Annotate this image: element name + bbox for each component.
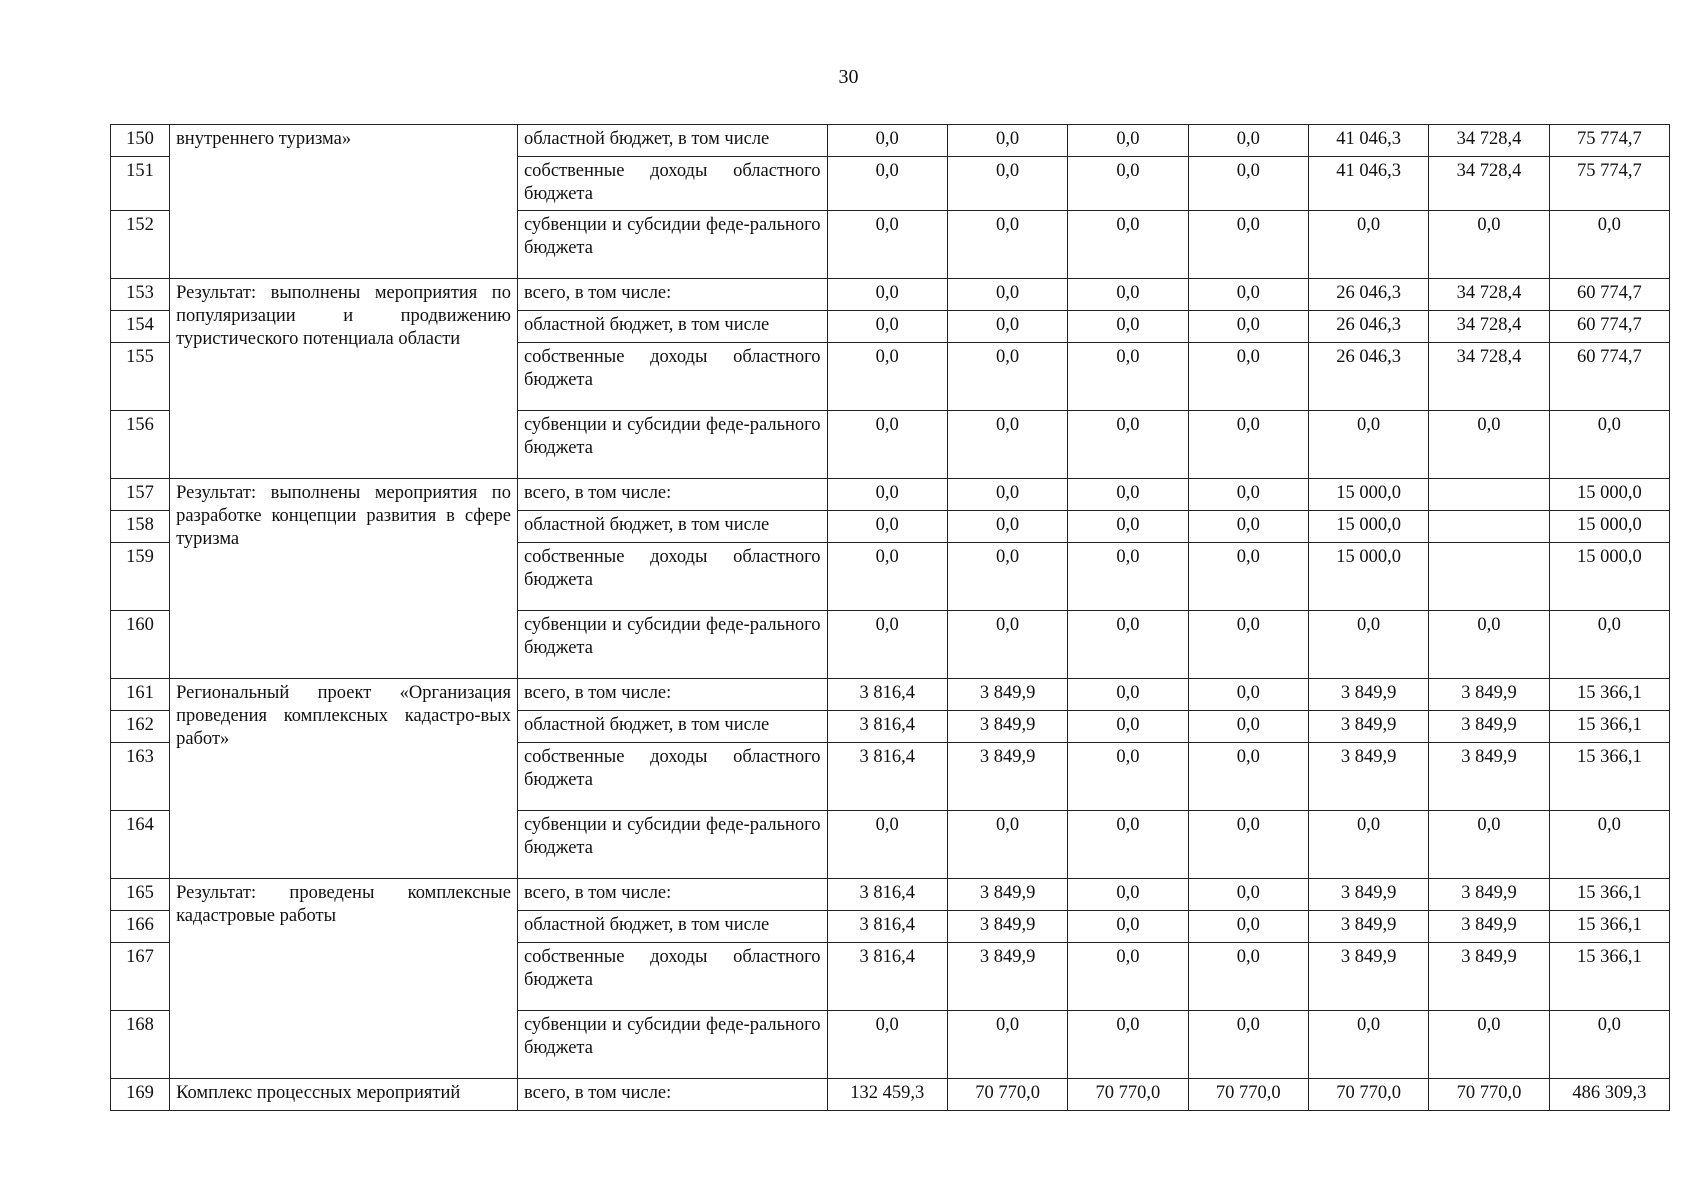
- value-cell: 3 849,9: [1429, 911, 1549, 943]
- funding-source: собственные доходы областного бюджета: [517, 343, 827, 411]
- value-cell: 0,0: [1068, 679, 1188, 711]
- total-cell: 15 366,1: [1549, 743, 1669, 811]
- value-cell: 0,0: [947, 211, 1067, 279]
- value-cell: 0,0: [1068, 879, 1188, 911]
- table-row: [111, 879, 1670, 911]
- value-cell: 0,0: [827, 411, 947, 479]
- value-cell: 3 816,4: [827, 711, 947, 743]
- total-cell: 15 366,1: [1549, 711, 1669, 743]
- value-cell: 0,0: [1188, 811, 1308, 879]
- row-number: 166: [111, 911, 170, 943]
- value-cell: 0,0: [947, 343, 1067, 411]
- row-number: 165: [111, 879, 170, 911]
- value-cell: 132 459,3: [827, 1079, 947, 1111]
- value-cell: 0,0: [1429, 1011, 1549, 1079]
- funding-source: субвенции и субсидии феде-рального бюджета: [517, 811, 827, 879]
- funding-source: субвенции и субсидии феде-рального бюджета: [517, 211, 827, 279]
- value-cell: 3 849,9: [1308, 943, 1428, 1011]
- value-cell: 0,0: [947, 279, 1067, 311]
- funding-source: областной бюджет, в том числе: [517, 511, 827, 543]
- value-cell: 0,0: [947, 611, 1067, 679]
- value-cell: 3 849,9: [947, 711, 1067, 743]
- table-row: [111, 479, 1670, 511]
- value-cell: 0,0: [1188, 943, 1308, 1011]
- value-cell: 0,0: [1429, 811, 1549, 879]
- value-cell: 70 770,0: [1188, 1079, 1308, 1111]
- value-cell: 0,0: [1068, 1011, 1188, 1079]
- value-cell: 3 849,9: [1308, 679, 1428, 711]
- value-cell: 3 849,9: [1308, 879, 1428, 911]
- funding-source: субвенции и субсидии феде-рального бюджета: [517, 1011, 827, 1079]
- row-number: 152: [111, 211, 170, 279]
- value-cell: 26 046,3: [1308, 343, 1428, 411]
- total-cell: 486 309,3: [1549, 1079, 1669, 1111]
- value-cell: 0,0: [827, 311, 947, 343]
- total-cell: 15 366,1: [1549, 879, 1669, 911]
- value-cell: 0,0: [1068, 543, 1188, 611]
- value-cell: 0,0: [1068, 811, 1188, 879]
- value-cell: 26 046,3: [1308, 279, 1428, 311]
- funding-source: собственные доходы областного бюджета: [517, 157, 827, 211]
- table-row: [111, 679, 1670, 711]
- value-cell: 0,0: [827, 1011, 947, 1079]
- value-cell: 0,0: [1188, 511, 1308, 543]
- value-cell: 0,0: [827, 611, 947, 679]
- value-cell: 0,0: [1188, 679, 1308, 711]
- value-cell: 0,0: [1068, 611, 1188, 679]
- value-cell: 0,0: [827, 279, 947, 311]
- value-cell: 34 728,4: [1429, 279, 1549, 311]
- value-cell: 3 849,9: [1429, 711, 1549, 743]
- row-number: 157: [111, 479, 170, 511]
- value-cell: 34 728,4: [1429, 311, 1549, 343]
- value-cell: 3 849,9: [947, 679, 1067, 711]
- funding-source: всего, в том числе:: [517, 479, 827, 511]
- row-number: 163: [111, 743, 170, 811]
- activity-name: внутреннего туризма»: [170, 125, 518, 279]
- value-cell: 0,0: [947, 157, 1067, 211]
- page-number: 30: [838, 66, 859, 88]
- value-cell: 0,0: [1188, 311, 1308, 343]
- activity-name: Комплекс процессных мероприятий: [170, 1079, 518, 1111]
- value-cell: 3 849,9: [1429, 743, 1549, 811]
- value-cell: 70 770,0: [1308, 1079, 1428, 1111]
- value-cell: 0,0: [1188, 157, 1308, 211]
- value-cell: 0,0: [1188, 479, 1308, 511]
- value-cell: 0,0: [947, 411, 1067, 479]
- value-cell: 0,0: [827, 479, 947, 511]
- value-cell: 41 046,3: [1308, 157, 1428, 211]
- value-cell: 70 770,0: [947, 1079, 1067, 1111]
- row-number: 168: [111, 1011, 170, 1079]
- value-cell: 0,0: [1188, 543, 1308, 611]
- value-cell: 0,0: [1308, 1011, 1428, 1079]
- funding-source: собственные доходы областного бюджета: [517, 743, 827, 811]
- total-cell: 0,0: [1549, 1011, 1669, 1079]
- value-cell: 0,0: [1188, 911, 1308, 943]
- funding-source: субвенции и субсидии феде-рального бюджета: [517, 411, 827, 479]
- value-cell: 0,0: [947, 311, 1067, 343]
- activity-name: Результат: проведены комплексные кадастровые работы: [170, 879, 518, 1079]
- total-cell: 60 774,7: [1549, 311, 1669, 343]
- activity-name: Результат: выполнены мероприятия по популяризации и продвижению туристического потенциала области: [170, 279, 518, 479]
- total-cell: 0,0: [1549, 811, 1669, 879]
- value-cell: 15 000,0: [1308, 543, 1428, 611]
- row-number: 156: [111, 411, 170, 479]
- value-cell: 3 849,9: [1308, 743, 1428, 811]
- row-number: 151: [111, 157, 170, 211]
- value-cell: 70 770,0: [1429, 1079, 1549, 1111]
- value-cell: 0,0: [947, 1011, 1067, 1079]
- total-cell: 60 774,7: [1549, 343, 1669, 411]
- value-cell: 34 728,4: [1429, 125, 1549, 157]
- row-number: 167: [111, 943, 170, 1011]
- value-cell: 0,0: [1068, 311, 1188, 343]
- value-cell: 0,0: [947, 543, 1067, 611]
- value-cell: 0,0: [827, 125, 947, 157]
- value-cell: 0,0: [1188, 879, 1308, 911]
- value-cell: 0,0: [1429, 211, 1549, 279]
- funding-source: субвенции и субсидии феде-рального бюджета: [517, 611, 827, 679]
- total-cell: 15 366,1: [1549, 911, 1669, 943]
- total-cell: 15 366,1: [1549, 943, 1669, 1011]
- value-cell: 0,0: [1068, 411, 1188, 479]
- value-cell: 3 849,9: [1429, 679, 1549, 711]
- total-cell: 0,0: [1549, 611, 1669, 679]
- total-cell: 0,0: [1549, 411, 1669, 479]
- row-number: 154: [111, 311, 170, 343]
- total-cell: 60 774,7: [1549, 279, 1669, 311]
- value-cell: 0,0: [947, 125, 1067, 157]
- budget-table: [110, 124, 1670, 1111]
- budget-table-body: [111, 125, 1670, 1111]
- value-cell: 0,0: [827, 511, 947, 543]
- value-cell: 0,0: [1308, 811, 1428, 879]
- value-cell: 0,0: [1068, 279, 1188, 311]
- value-cell: 0,0: [1308, 611, 1428, 679]
- value-cell: 0,0: [1068, 343, 1188, 411]
- value-cell: 70 770,0: [1068, 1079, 1188, 1111]
- table-row: [111, 1079, 1670, 1111]
- value-cell: 34 728,4: [1429, 157, 1549, 211]
- table-row: [111, 125, 1670, 157]
- value-cell: 0,0: [1188, 125, 1308, 157]
- value-cell: 34 728,4: [1429, 343, 1549, 411]
- total-cell: 0,0: [1549, 211, 1669, 279]
- row-number: 161: [111, 679, 170, 711]
- row-number: 162: [111, 711, 170, 743]
- funding-source: всего, в том числе:: [517, 679, 827, 711]
- value-cell: 41 046,3: [1308, 125, 1428, 157]
- value-cell: 3 849,9: [1308, 711, 1428, 743]
- funding-source: собственные доходы областного бюджета: [517, 943, 827, 1011]
- funding-source: областной бюджет, в том числе: [517, 711, 827, 743]
- table-row: [111, 279, 1670, 311]
- value-cell: 3 816,4: [827, 679, 947, 711]
- value-cell: 0,0: [947, 811, 1067, 879]
- value-cell: 0,0: [1068, 125, 1188, 157]
- row-number: 169: [111, 1079, 170, 1111]
- row-number: 153: [111, 279, 170, 311]
- row-number: 160: [111, 611, 170, 679]
- value-cell: 0,0: [1068, 943, 1188, 1011]
- value-cell: 26 046,3: [1308, 311, 1428, 343]
- value-cell: 0,0: [827, 543, 947, 611]
- value-cell: 3 816,4: [827, 879, 947, 911]
- activity-name: Результат: выполнены мероприятия по разработке концепции развития в сфере туризма: [170, 479, 518, 679]
- value-cell: [1429, 543, 1549, 611]
- value-cell: 0,0: [1068, 711, 1188, 743]
- funding-source: областной бюджет, в том числе: [517, 125, 827, 157]
- value-cell: 0,0: [827, 211, 947, 279]
- activity-name: Региональный проект «Организация проведения комплексных кадастро-вых работ»: [170, 679, 518, 879]
- value-cell: 0,0: [1188, 279, 1308, 311]
- row-number: 164: [111, 811, 170, 879]
- value-cell: 3 816,4: [827, 943, 947, 1011]
- value-cell: 0,0: [1068, 743, 1188, 811]
- value-cell: 0,0: [1068, 157, 1188, 211]
- value-cell: 15 000,0: [1308, 479, 1428, 511]
- value-cell: 15 000,0: [1308, 511, 1428, 543]
- value-cell: 0,0: [1188, 411, 1308, 479]
- total-cell: 15 000,0: [1549, 479, 1669, 511]
- value-cell: 0,0: [947, 511, 1067, 543]
- total-cell: 75 774,7: [1549, 125, 1669, 157]
- total-cell: 75 774,7: [1549, 157, 1669, 211]
- value-cell: 3 816,4: [827, 911, 947, 943]
- value-cell: 0,0: [827, 343, 947, 411]
- funding-source: областной бюджет, в том числе: [517, 311, 827, 343]
- value-cell: 0,0: [1188, 1011, 1308, 1079]
- value-cell: 0,0: [947, 479, 1067, 511]
- total-cell: 15 000,0: [1549, 543, 1669, 611]
- value-cell: [1429, 479, 1549, 511]
- value-cell: 0,0: [1068, 511, 1188, 543]
- value-cell: 0,0: [1188, 743, 1308, 811]
- value-cell: 0,0: [1188, 211, 1308, 279]
- funding-source: всего, в том числе:: [517, 279, 827, 311]
- value-cell: 3 849,9: [947, 879, 1067, 911]
- value-cell: 0,0: [1068, 911, 1188, 943]
- value-cell: 0,0: [1429, 411, 1549, 479]
- value-cell: 0,0: [827, 811, 947, 879]
- value-cell: 0,0: [827, 157, 947, 211]
- value-cell: 3 816,4: [827, 743, 947, 811]
- value-cell: 3 849,9: [947, 743, 1067, 811]
- value-cell: 3 849,9: [1308, 911, 1428, 943]
- value-cell: 0,0: [1308, 211, 1428, 279]
- value-cell: 0,0: [1308, 411, 1428, 479]
- value-cell: 3 849,9: [947, 911, 1067, 943]
- funding-source: областной бюджет, в том числе: [517, 911, 827, 943]
- row-number: 159: [111, 543, 170, 611]
- value-cell: 0,0: [1188, 711, 1308, 743]
- row-number: 158: [111, 511, 170, 543]
- funding-source: всего, в том числе:: [517, 879, 827, 911]
- value-cell: 0,0: [1188, 343, 1308, 411]
- row-number: 150: [111, 125, 170, 157]
- value-cell: 0,0: [1068, 479, 1188, 511]
- value-cell: [1429, 511, 1549, 543]
- row-number: 155: [111, 343, 170, 411]
- value-cell: 0,0: [1188, 611, 1308, 679]
- funding-source: собственные доходы областного бюджета: [517, 543, 827, 611]
- funding-source: всего, в том числе:: [517, 1079, 827, 1111]
- total-cell: 15 366,1: [1549, 679, 1669, 711]
- total-cell: 15 000,0: [1549, 511, 1669, 543]
- value-cell: 3 849,9: [947, 943, 1067, 1011]
- value-cell: 0,0: [1429, 611, 1549, 679]
- value-cell: 0,0: [1068, 211, 1188, 279]
- value-cell: 3 849,9: [1429, 879, 1549, 911]
- value-cell: 3 849,9: [1429, 943, 1549, 1011]
